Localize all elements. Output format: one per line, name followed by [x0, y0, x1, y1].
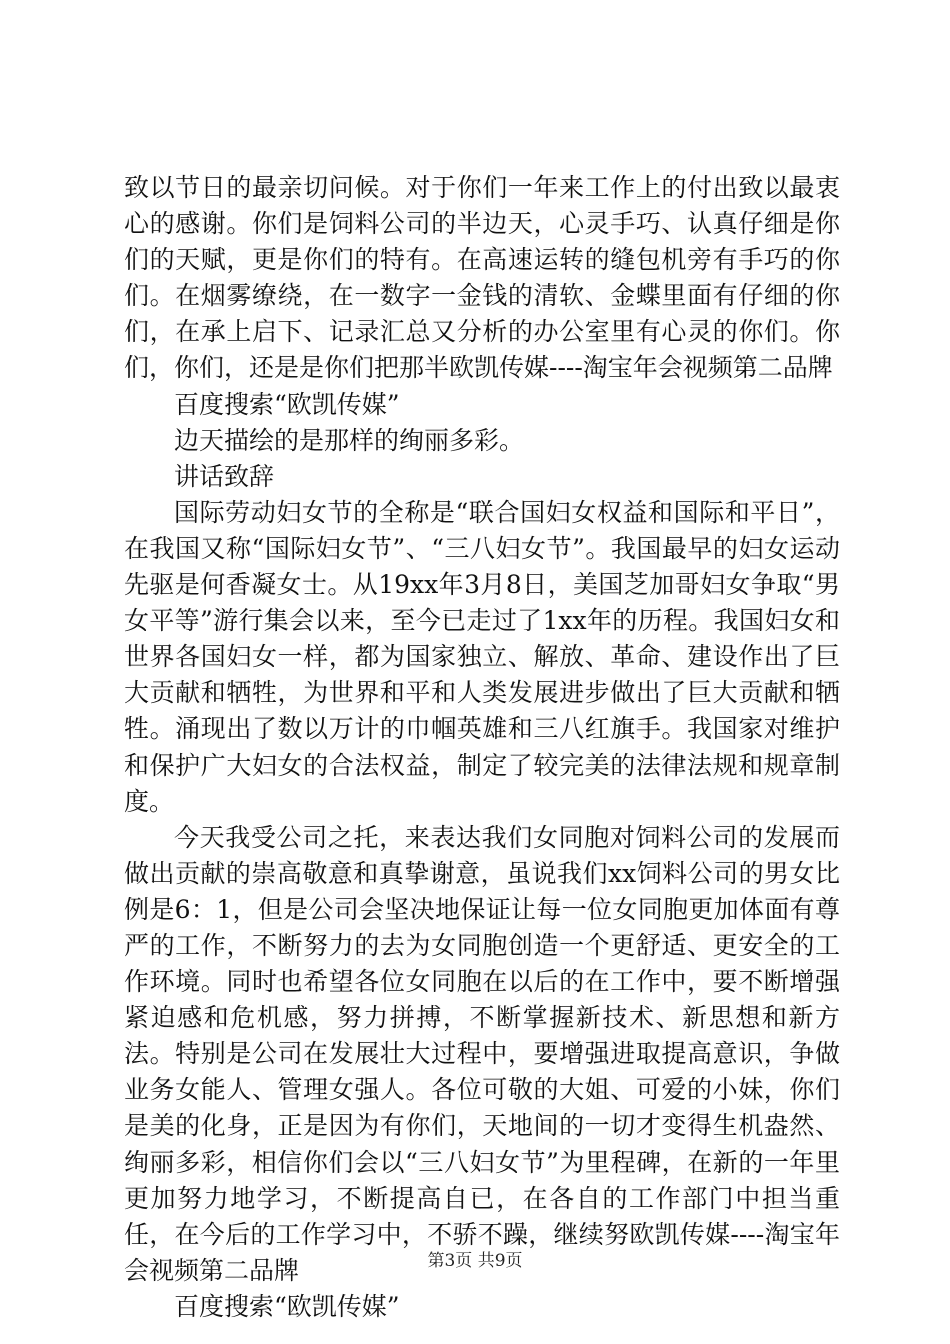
paragraph-greeting: 致以节日的最亲切问候。对于你们一年来工作上的付出致以最衷心的感谢。你们是饲料公司的半边天，心灵手巧、认真仔细是你们的天赋，更是你们的特有。在高速运转的缝包机旁有手巧的你们。在烟雾缭绕，在一数字一金钱的清软、金蝶里面有仔细的你们，在承上启下、记录汇总又分析的办公室里有心灵的你们。你们，你们，还是是你们把那半欧凯传媒----淘宝年会视频第二品牌: [124, 173, 840, 383]
paragraph-colorful: 边天描绘的是那样的绚丽多彩。: [174, 425, 525, 455]
paragraph-search-line-2: 百度搜索“欧凯传媒”: [174, 1291, 400, 1321]
paragraph-company-thanks: 今天我受公司之托，来表达我们女同胞对饲料公司的发展而做出贡献的崇高敬意和真挚谢意，虽说我们xx饲料公司的男女比例是6：1，但是公司会坚决地保证让每一位女同胞更加体面有尊严的工作，不断努力的去为女同胞创造一个更舒适、更安全的工作环境。同时也希望各位女同胞在以后的在工作中，要不断增强紧迫感和危机感，努力拼搏，不断掌握新技术、新思想和新方法。特别是公司在发展壮大过程中，要增强进取提高意识，争做业务女能人、管理女强人。各位可敬的大姐、可爱的小妹，你们是美的化身，正是因为有你们，天地间的一切才变得生机盎然、绚丽多彩，相信你们会以“三八妇女节”为里程碑，在新的一年里更加努力地学习，不断提高自已，在各自的工作部门中担当重任，在今后的工作学习中，不骄不躁，继续努欧凯传媒----淘宝年会视频第二品牌: [124, 822, 840, 1285]
paragraph-speech-heading: 讲话致辞: [174, 461, 275, 491]
paragraph-womens-day-history: 国际劳动妇女节的全称是“联合国妇女权益和国际和平日”，在我国又称“国际妇女节”、“三八妇女节”。我国最早的妇女运动先驱是何香凝女士。从19xx年3月8日，美国芝加哥妇女争取“男女平等”游行集会以来，至今已走过了1xx年的历程。我国妇女和世界各国妇女一样，都为国家独立、解放、革命、建设作出了巨大贡献和牺牲，为世界和平和人类发展进步做出了巨大贡献和牺牲。涌现出了数以万计的巾帼英雄和三八红旗手。我国家对维护和保护广大妇女的合法权益，制定了较完美的法律法规和规章制度。: [124, 497, 840, 816]
document-body: [124, 170, 840, 1325]
paragraph-search-line: 百度搜索“欧凯传媒”: [174, 389, 400, 419]
page-number-footer: 第3页 共9页: [427, 1251, 523, 1271]
